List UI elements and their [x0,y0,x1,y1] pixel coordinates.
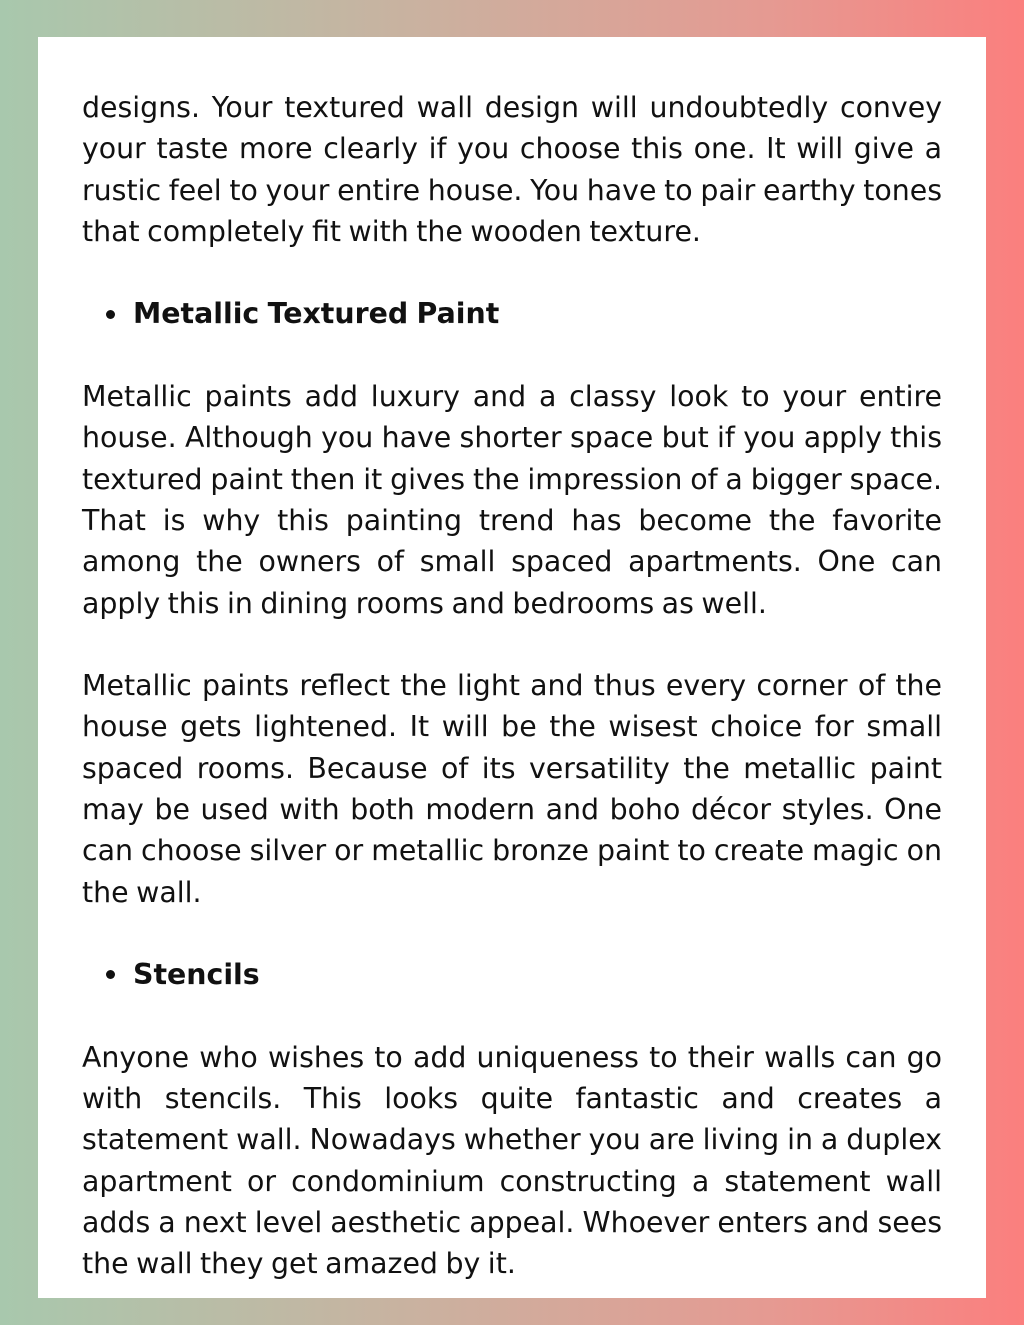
intro-paragraph: designs. Your textured wall design will undoubtedly convey your taste more clearly if you choose this one. It will give a rustic feel to your entire house. You have to pair earthy tones that completely fit with the wooden texture. [82,91,942,248]
spacer [82,996,942,1037]
spacer [82,252,942,293]
stencils-paragraph: Anyone who wishes to add uniqueness to their walls can go with stencils. This looks quite fantastic and creates a statement wall. Nowadays whether you are living in a duplex apartment or condominium constructing a statement wall adds a next level aesthetic appeal. Whoever enters and sees the wall they get amazed by it. [82,1040,942,1281]
metallic-paragraph-1: Metallic paints add luxury and a classy look to your entire house. Although you have shorter space but if you apply this textured paint then it gives the impression of a bigger space. That is why this painting trend has become the favorite among the owners of small spaced apartments. One can apply this in dining rooms and bedrooms as well. [82,380,942,620]
page-card [38,37,986,1298]
metallic-paragraph-2: Metallic paints reflect the light and thus every corner of the house gets lightened. It will be the wisest choice for small spaced rooms. Because of its versatility the metallic paint may be used with both modern and boho décor styles. One can choose silver or metallic bronze paint to create magic on the wall. [82,669,942,909]
spacer [82,913,942,954]
spacer [82,335,942,376]
heading-stencils-label: Stencils [133,958,260,992]
heading-metallic-label: Metallic Textured Paint [133,297,500,331]
spacer [82,624,942,665]
heading-metallic-textured-paint [82,293,942,334]
bullet-icon [106,970,115,979]
heading-stencils [82,954,942,995]
bullet-icon [106,310,115,319]
